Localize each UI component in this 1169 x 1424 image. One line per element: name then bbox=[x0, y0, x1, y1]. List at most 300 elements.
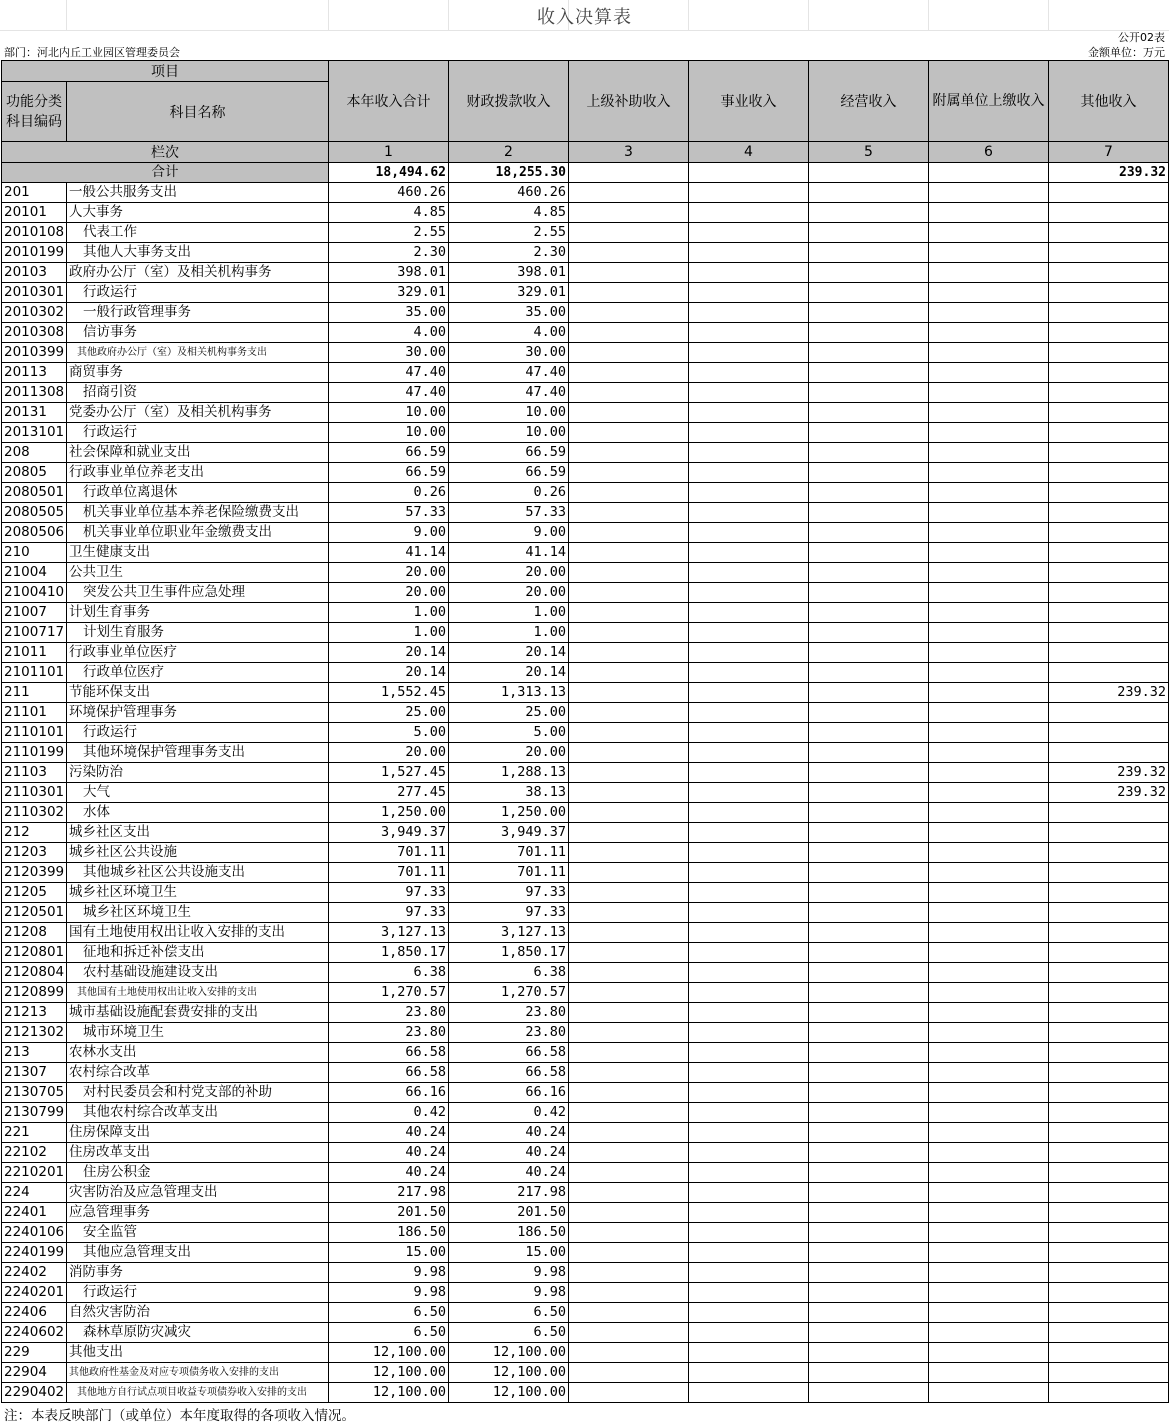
row-col-2: 460.26 bbox=[449, 183, 569, 203]
table-row[interactable] bbox=[2, 1143, 1169, 1163]
total-col-6 bbox=[929, 163, 1049, 183]
row-col-7 bbox=[1049, 983, 1169, 1003]
table-row[interactable] bbox=[2, 1163, 1169, 1183]
row-col-7 bbox=[1049, 1223, 1169, 1243]
row-col-5 bbox=[809, 663, 929, 683]
row-name: 其他地方自行试点项目收益专项债券收入安排的支出 bbox=[67, 1383, 329, 1403]
table-row[interactable] bbox=[2, 703, 1169, 723]
row-col-3 bbox=[569, 1043, 689, 1063]
row-col-3 bbox=[569, 783, 689, 803]
row-col-2: 4.85 bbox=[449, 203, 569, 223]
header-col-1: 本年收入合计 bbox=[329, 61, 449, 142]
row-name: 代表工作 bbox=[67, 223, 329, 243]
row-code: 2100410 bbox=[2, 583, 67, 603]
table-row[interactable] bbox=[2, 1203, 1169, 1223]
row-col-7 bbox=[1049, 1243, 1169, 1263]
row-col-4 bbox=[689, 443, 809, 463]
table-row[interactable] bbox=[2, 1283, 1169, 1303]
row-col-4 bbox=[689, 823, 809, 843]
row-col-2: 1,288.13 bbox=[449, 763, 569, 783]
row-col-6 bbox=[929, 323, 1049, 343]
table-row[interactable] bbox=[2, 563, 1169, 583]
row-code: 2240602 bbox=[2, 1323, 67, 1343]
table-row[interactable] bbox=[2, 783, 1169, 803]
table-row[interactable] bbox=[2, 343, 1169, 363]
row-name: 其他政府性基金及对应专项债务收入安排的支出 bbox=[67, 1363, 329, 1383]
row-col-5 bbox=[809, 483, 929, 503]
row-col-6 bbox=[929, 1143, 1049, 1163]
row-col-7 bbox=[1049, 303, 1169, 323]
row-name: 其他人大事务支出 bbox=[67, 243, 329, 263]
table-row[interactable] bbox=[2, 963, 1169, 983]
row-col-1: 1.00 bbox=[329, 623, 449, 643]
row-col-7 bbox=[1049, 883, 1169, 903]
row-col-1: 40.24 bbox=[329, 1123, 449, 1143]
row-col-3 bbox=[569, 883, 689, 903]
row-code: 212 bbox=[2, 823, 67, 843]
row-col-2: 2.55 bbox=[449, 223, 569, 243]
row-col-2: 10.00 bbox=[449, 423, 569, 443]
row-name: 城市基础设施配套费安排的支出 bbox=[67, 1003, 329, 1023]
table-row[interactable] bbox=[2, 943, 1169, 963]
table-row[interactable] bbox=[2, 423, 1169, 443]
total-col-1: 18,494.62 bbox=[329, 163, 449, 183]
row-col-2: 2.30 bbox=[449, 243, 569, 263]
row-col-5 bbox=[809, 1243, 929, 1263]
total-col-3 bbox=[569, 163, 689, 183]
table-row[interactable] bbox=[2, 603, 1169, 623]
table-row[interactable] bbox=[2, 1023, 1169, 1043]
row-col-7 bbox=[1049, 1203, 1169, 1223]
row-col-6 bbox=[929, 1303, 1049, 1323]
row-code: 2240199 bbox=[2, 1243, 67, 1263]
row-col-5 bbox=[809, 363, 929, 383]
row-col-7 bbox=[1049, 863, 1169, 883]
row-col-2: 97.33 bbox=[449, 903, 569, 923]
table-row[interactable] bbox=[2, 383, 1169, 403]
row-col-3 bbox=[569, 743, 689, 763]
row-code: 21103 bbox=[2, 763, 67, 783]
row-col-7 bbox=[1049, 1003, 1169, 1023]
row-name: 环境保护管理事务 bbox=[67, 703, 329, 723]
row-code: 2010399 bbox=[2, 343, 67, 363]
table-row[interactable] bbox=[2, 1003, 1169, 1023]
department-label: 部门：河北内丘工业园区管理委员会 bbox=[4, 46, 180, 59]
row-name: 行政单位离退休 bbox=[67, 483, 329, 503]
row-col-6 bbox=[929, 1183, 1049, 1203]
table-row[interactable] bbox=[2, 1103, 1169, 1123]
row-col-6 bbox=[929, 1123, 1049, 1143]
table-row[interactable] bbox=[2, 263, 1169, 283]
row-col-4 bbox=[689, 1143, 809, 1163]
row-code: 2120501 bbox=[2, 903, 67, 923]
row-col-5 bbox=[809, 1103, 929, 1123]
row-col-1: 4.00 bbox=[329, 323, 449, 343]
table-row[interactable] bbox=[2, 1063, 1169, 1083]
row-col-3 bbox=[569, 1383, 689, 1403]
row-col-5 bbox=[809, 503, 929, 523]
table-row[interactable] bbox=[2, 1183, 1169, 1203]
row-col-2: 20.14 bbox=[449, 643, 569, 663]
index-5: 5 bbox=[809, 142, 929, 163]
row-col-2: 9.00 bbox=[449, 523, 569, 543]
row-col-7 bbox=[1049, 463, 1169, 483]
row-name: 一般行政管理事务 bbox=[67, 303, 329, 323]
table-row[interactable] bbox=[2, 1263, 1169, 1283]
table-row[interactable] bbox=[2, 763, 1169, 783]
table-row[interactable] bbox=[2, 1223, 1169, 1243]
row-col-5 bbox=[809, 1023, 929, 1043]
row-col-7 bbox=[1049, 503, 1169, 523]
row-col-5 bbox=[809, 243, 929, 263]
row-col-7 bbox=[1049, 623, 1169, 643]
table-row[interactable] bbox=[2, 683, 1169, 703]
row-col-2: 9.98 bbox=[449, 1283, 569, 1303]
row-name: 行政运行 bbox=[67, 423, 329, 443]
row-col-1: 25.00 bbox=[329, 703, 449, 723]
table-row[interactable] bbox=[2, 623, 1169, 643]
row-col-6 bbox=[929, 223, 1049, 243]
row-col-7 bbox=[1049, 443, 1169, 463]
row-col-2: 9.98 bbox=[449, 1263, 569, 1283]
header-col-5: 经营收入 bbox=[809, 61, 929, 142]
row-col-7 bbox=[1049, 183, 1169, 203]
row-col-3 bbox=[569, 1263, 689, 1283]
row-col-7 bbox=[1049, 1323, 1169, 1343]
row-col-7: 239.32 bbox=[1049, 783, 1169, 803]
table-row[interactable] bbox=[2, 1343, 1169, 1363]
row-col-3 bbox=[569, 583, 689, 603]
row-col-3 bbox=[569, 763, 689, 783]
row-col-5 bbox=[809, 683, 929, 703]
row-col-1: 1,552.45 bbox=[329, 683, 449, 703]
row-col-2: 25.00 bbox=[449, 703, 569, 723]
row-col-1: 9.98 bbox=[329, 1263, 449, 1283]
row-name: 其他应急管理支出 bbox=[67, 1243, 329, 1263]
row-col-3 bbox=[569, 723, 689, 743]
table-row[interactable] bbox=[2, 1043, 1169, 1063]
row-col-4 bbox=[689, 303, 809, 323]
row-col-3 bbox=[569, 1303, 689, 1323]
row-col-3 bbox=[569, 1003, 689, 1023]
row-col-4 bbox=[689, 343, 809, 363]
row-col-5 bbox=[809, 183, 929, 203]
row-col-7 bbox=[1049, 283, 1169, 303]
table-row[interactable] bbox=[2, 1083, 1169, 1103]
table-row[interactable] bbox=[2, 183, 1169, 203]
row-col-1: 35.00 bbox=[329, 303, 449, 323]
row-col-5 bbox=[809, 1123, 929, 1143]
table-row[interactable] bbox=[2, 303, 1169, 323]
row-col-4 bbox=[689, 923, 809, 943]
row-col-6 bbox=[929, 1103, 1049, 1123]
row-col-3 bbox=[569, 943, 689, 963]
total-col-7: 239.32 bbox=[1049, 163, 1169, 183]
table-row[interactable] bbox=[2, 1383, 1169, 1403]
row-col-1: 47.40 bbox=[329, 363, 449, 383]
row-col-5 bbox=[809, 803, 929, 823]
table-body bbox=[2, 163, 1169, 1403]
row-code: 22904 bbox=[2, 1363, 67, 1383]
row-col-3 bbox=[569, 203, 689, 223]
row-col-7 bbox=[1049, 383, 1169, 403]
row-col-3 bbox=[569, 303, 689, 323]
row-col-2: 1.00 bbox=[449, 623, 569, 643]
row-col-4 bbox=[689, 603, 809, 623]
row-name: 行政事业单位医疗 bbox=[67, 643, 329, 663]
table-row[interactable] bbox=[2, 583, 1169, 603]
table-row[interactable] bbox=[2, 483, 1169, 503]
row-col-1: 6.50 bbox=[329, 1323, 449, 1343]
row-name: 信访事务 bbox=[67, 323, 329, 343]
row-name: 机关事业单位基本养老保险缴费支出 bbox=[67, 503, 329, 523]
row-col-7 bbox=[1049, 263, 1169, 283]
row-code: 2210201 bbox=[2, 1163, 67, 1183]
row-col-5 bbox=[809, 1163, 929, 1183]
row-col-1: 12,100.00 bbox=[329, 1343, 449, 1363]
row-col-6 bbox=[929, 1023, 1049, 1043]
row-name: 城乡社区公共设施 bbox=[67, 843, 329, 863]
row-col-7 bbox=[1049, 543, 1169, 563]
row-col-5 bbox=[809, 343, 929, 363]
table-row[interactable] bbox=[2, 883, 1169, 903]
table-row[interactable] bbox=[2, 223, 1169, 243]
row-code: 2010301 bbox=[2, 283, 67, 303]
table-row[interactable] bbox=[2, 523, 1169, 543]
row-col-5 bbox=[809, 1203, 929, 1223]
row-col-1: 9.98 bbox=[329, 1283, 449, 1303]
table-row[interactable] bbox=[2, 743, 1169, 763]
row-col-4 bbox=[689, 1223, 809, 1243]
total-row[interactable] bbox=[2, 163, 1169, 183]
row-col-1: 186.50 bbox=[329, 1223, 449, 1243]
row-col-2: 41.14 bbox=[449, 543, 569, 563]
row-col-6 bbox=[929, 343, 1049, 363]
row-col-5 bbox=[809, 403, 929, 423]
row-col-7 bbox=[1049, 403, 1169, 423]
table-row[interactable] bbox=[2, 1243, 1169, 1263]
row-col-6 bbox=[929, 1203, 1049, 1223]
row-col-6 bbox=[929, 523, 1049, 543]
row-col-5 bbox=[809, 623, 929, 643]
row-code: 2120399 bbox=[2, 863, 67, 883]
row-col-5 bbox=[809, 1063, 929, 1083]
row-col-1: 10.00 bbox=[329, 403, 449, 423]
row-col-3 bbox=[569, 403, 689, 423]
row-name: 农村基础设施建设支出 bbox=[67, 963, 329, 983]
row-col-6 bbox=[929, 863, 1049, 883]
table-row[interactable] bbox=[2, 323, 1169, 343]
row-col-2: 12,100.00 bbox=[449, 1363, 569, 1383]
row-col-5 bbox=[809, 883, 929, 903]
row-name: 城市环境卫生 bbox=[67, 1023, 329, 1043]
table-row[interactable] bbox=[2, 903, 1169, 923]
row-name: 行政单位医疗 bbox=[67, 663, 329, 683]
row-col-3 bbox=[569, 1063, 689, 1083]
row-col-4 bbox=[689, 803, 809, 823]
row-col-7 bbox=[1049, 823, 1169, 843]
row-col-1: 1,850.17 bbox=[329, 943, 449, 963]
row-col-6 bbox=[929, 1163, 1049, 1183]
row-col-1: 12,100.00 bbox=[329, 1363, 449, 1383]
row-col-4 bbox=[689, 183, 809, 203]
row-col-2: 20.00 bbox=[449, 583, 569, 603]
table-row[interactable] bbox=[2, 1303, 1169, 1323]
table-row[interactable] bbox=[2, 1323, 1169, 1343]
row-code: 2290402 bbox=[2, 1383, 67, 1403]
table-row[interactable] bbox=[2, 203, 1169, 223]
row-col-1: 4.85 bbox=[329, 203, 449, 223]
row-name: 其他支出 bbox=[67, 1343, 329, 1363]
table-row[interactable] bbox=[2, 923, 1169, 943]
row-col-3 bbox=[569, 1323, 689, 1343]
row-name: 行政运行 bbox=[67, 1283, 329, 1303]
row-col-2: 12,100.00 bbox=[449, 1383, 569, 1403]
row-col-2: 10.00 bbox=[449, 403, 569, 423]
table-row[interactable] bbox=[2, 243, 1169, 263]
table-row[interactable] bbox=[2, 443, 1169, 463]
row-col-3 bbox=[569, 1223, 689, 1243]
row-col-2: 1,850.17 bbox=[449, 943, 569, 963]
row-col-3 bbox=[569, 963, 689, 983]
row-code: 2013101 bbox=[2, 423, 67, 443]
row-col-4 bbox=[689, 403, 809, 423]
row-col-6 bbox=[929, 923, 1049, 943]
row-col-4 bbox=[689, 1323, 809, 1343]
row-col-6 bbox=[929, 763, 1049, 783]
row-col-7 bbox=[1049, 1283, 1169, 1303]
row-code: 2130705 bbox=[2, 1083, 67, 1103]
row-name: 农村综合改革 bbox=[67, 1063, 329, 1083]
row-col-2: 701.11 bbox=[449, 843, 569, 863]
row-col-6 bbox=[929, 1383, 1049, 1403]
row-col-6 bbox=[929, 623, 1049, 643]
row-col-1: 66.16 bbox=[329, 1083, 449, 1103]
row-col-1: 1,527.45 bbox=[329, 763, 449, 783]
row-col-4 bbox=[689, 1023, 809, 1043]
row-col-1: 0.42 bbox=[329, 1103, 449, 1123]
row-col-3 bbox=[569, 423, 689, 443]
row-name: 城乡社区环境卫生 bbox=[67, 903, 329, 923]
row-col-3 bbox=[569, 803, 689, 823]
row-name: 卫生健康支出 bbox=[67, 543, 329, 563]
header-col-6: 附属单位上缴收入 bbox=[929, 61, 1049, 142]
row-code: 2080506 bbox=[2, 523, 67, 543]
row-col-5 bbox=[809, 223, 929, 243]
row-col-1: 12,100.00 bbox=[329, 1383, 449, 1403]
table-row[interactable] bbox=[2, 663, 1169, 683]
row-code: 20113 bbox=[2, 363, 67, 383]
row-name: 突发公共卫生事件应急处理 bbox=[67, 583, 329, 603]
row-col-6 bbox=[929, 743, 1049, 763]
row-col-1: 47.40 bbox=[329, 383, 449, 403]
row-code: 21101 bbox=[2, 703, 67, 723]
row-col-7 bbox=[1049, 603, 1169, 623]
row-col-1: 15.00 bbox=[329, 1243, 449, 1263]
row-name: 人大事务 bbox=[67, 203, 329, 223]
row-name: 计划生育事务 bbox=[67, 603, 329, 623]
table-row[interactable] bbox=[2, 723, 1169, 743]
row-name: 行政运行 bbox=[67, 723, 329, 743]
row-col-1: 41.14 bbox=[329, 543, 449, 563]
row-col-6 bbox=[929, 663, 1049, 683]
row-col-6 bbox=[929, 1343, 1049, 1363]
table-row[interactable] bbox=[2, 403, 1169, 423]
row-col-1: 10.00 bbox=[329, 423, 449, 443]
row-code: 211 bbox=[2, 683, 67, 703]
row-code: 2240201 bbox=[2, 1283, 67, 1303]
row-col-4 bbox=[689, 1383, 809, 1403]
row-code: 22406 bbox=[2, 1303, 67, 1323]
row-col-2: 66.16 bbox=[449, 1083, 569, 1103]
row-name: 节能环保支出 bbox=[67, 683, 329, 703]
row-col-4 bbox=[689, 983, 809, 1003]
row-col-7 bbox=[1049, 843, 1169, 863]
row-col-4 bbox=[689, 1003, 809, 1023]
total-col-5 bbox=[809, 163, 929, 183]
row-col-4 bbox=[689, 523, 809, 543]
row-col-5 bbox=[809, 1323, 929, 1343]
row-col-4 bbox=[689, 223, 809, 243]
row-code: 21208 bbox=[2, 923, 67, 943]
row-col-2: 66.59 bbox=[449, 463, 569, 483]
row-col-2: 47.40 bbox=[449, 383, 569, 403]
table-row[interactable] bbox=[2, 1363, 1169, 1383]
row-col-2: 15.00 bbox=[449, 1243, 569, 1263]
row-col-5 bbox=[809, 783, 929, 803]
row-col-1: 460.26 bbox=[329, 183, 449, 203]
table-row[interactable] bbox=[2, 463, 1169, 483]
table-row[interactable] bbox=[2, 503, 1169, 523]
table-row[interactable] bbox=[2, 863, 1169, 883]
row-col-4 bbox=[689, 583, 809, 603]
row-code: 20103 bbox=[2, 263, 67, 283]
table-row[interactable] bbox=[2, 843, 1169, 863]
table-row[interactable] bbox=[2, 983, 1169, 1003]
row-code: 2110302 bbox=[2, 803, 67, 823]
table-row[interactable] bbox=[2, 363, 1169, 383]
row-col-3 bbox=[569, 863, 689, 883]
row-col-6 bbox=[929, 283, 1049, 303]
row-name: 社会保障和就业支出 bbox=[67, 443, 329, 463]
row-col-2: 3,127.13 bbox=[449, 923, 569, 943]
row-col-6 bbox=[929, 1263, 1049, 1283]
row-col-7 bbox=[1049, 1063, 1169, 1083]
row-col-6 bbox=[929, 1083, 1049, 1103]
table-row[interactable] bbox=[2, 643, 1169, 663]
row-col-1: 1,270.57 bbox=[329, 983, 449, 1003]
row-col-3 bbox=[569, 1083, 689, 1103]
row-col-5 bbox=[809, 1383, 929, 1403]
row-code: 213 bbox=[2, 1043, 67, 1063]
row-col-3 bbox=[569, 1163, 689, 1183]
table-row[interactable] bbox=[2, 803, 1169, 823]
row-col-1: 0.26 bbox=[329, 483, 449, 503]
row-code: 2130799 bbox=[2, 1103, 67, 1123]
table-row[interactable] bbox=[2, 823, 1169, 843]
table-row[interactable] bbox=[2, 283, 1169, 303]
table-row[interactable] bbox=[2, 543, 1169, 563]
row-col-1: 2.30 bbox=[329, 243, 449, 263]
row-col-6 bbox=[929, 443, 1049, 463]
table-row[interactable] bbox=[2, 1123, 1169, 1143]
row-col-4 bbox=[689, 1163, 809, 1183]
row-col-6 bbox=[929, 1003, 1049, 1023]
index-3: 3 bbox=[569, 142, 689, 163]
row-col-7 bbox=[1049, 483, 1169, 503]
row-col-4 bbox=[689, 903, 809, 923]
row-col-6 bbox=[929, 1363, 1049, 1383]
